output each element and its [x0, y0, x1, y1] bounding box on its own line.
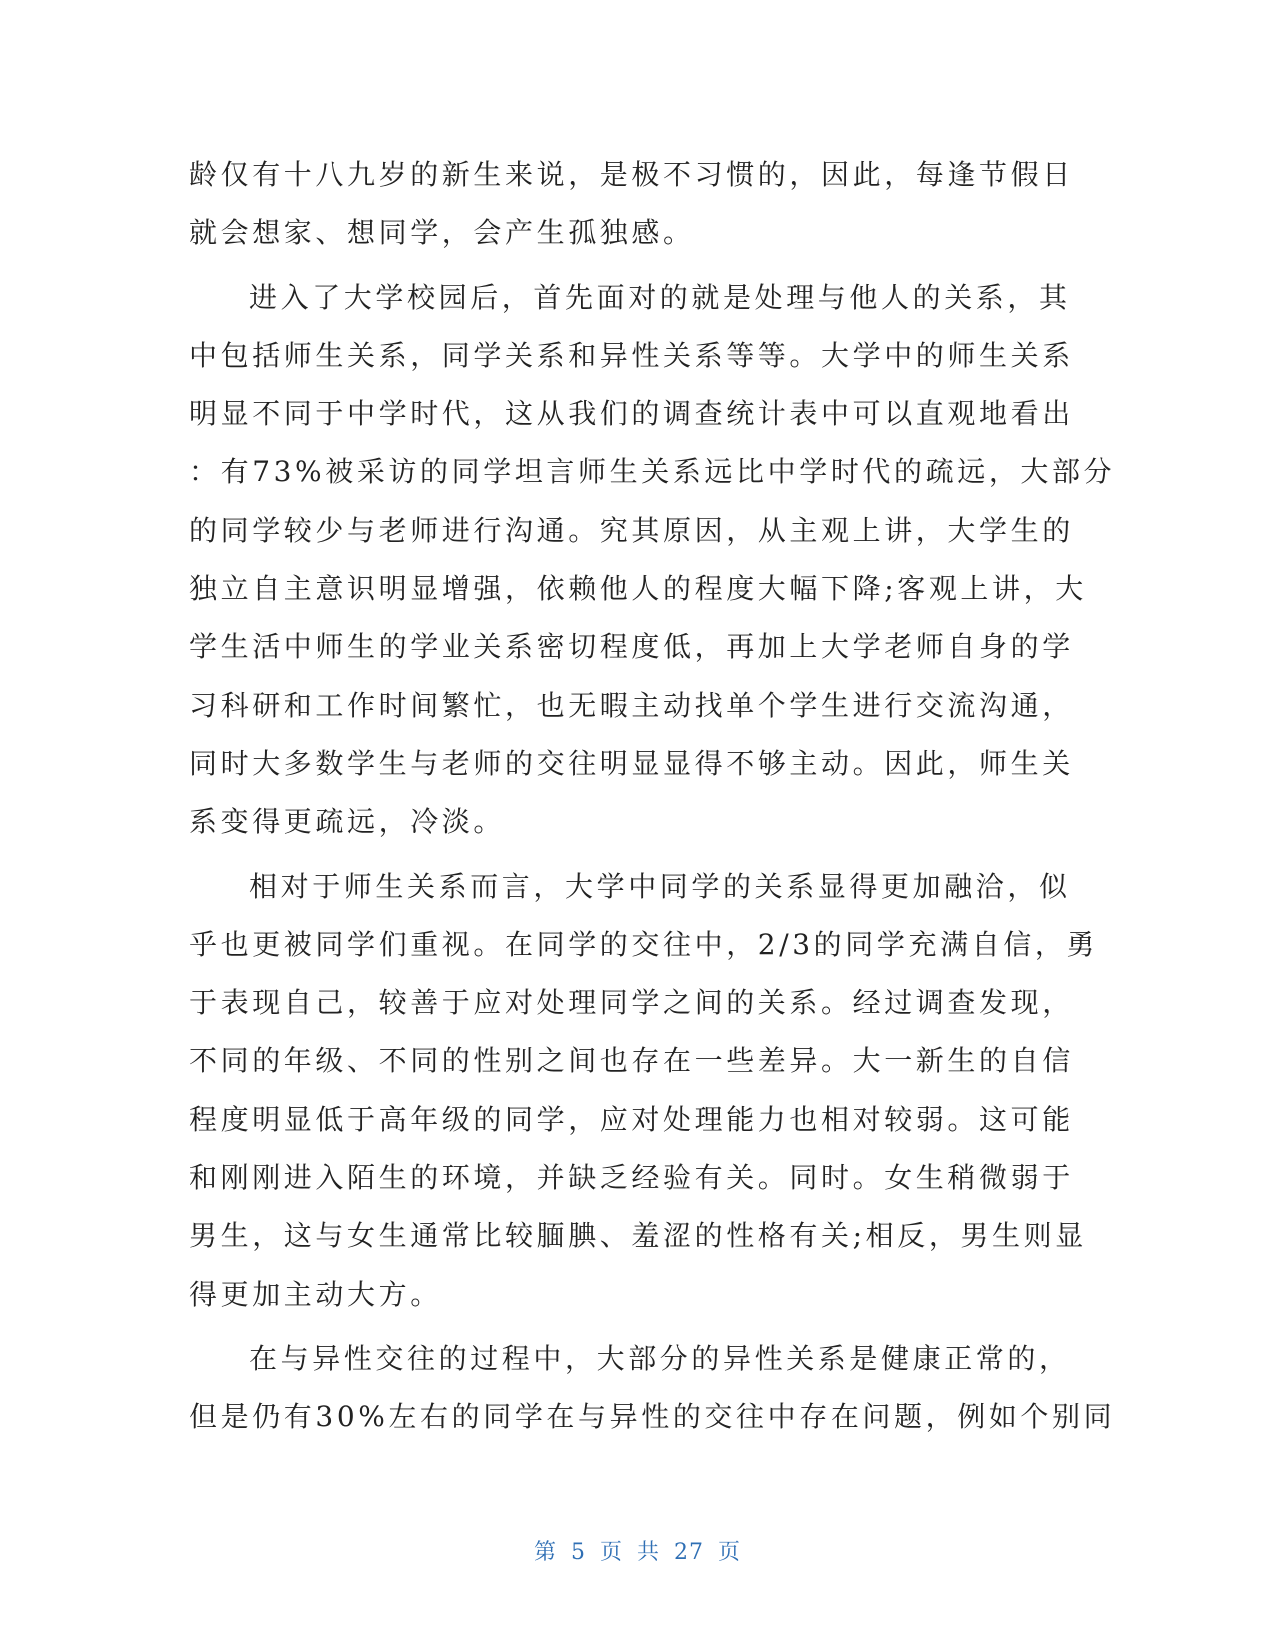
- text-line: 得更加主动大方。: [189, 1277, 442, 1311]
- text-line: 相对于师生关系而言，大学中同学的关系显得更加融洽，似: [249, 869, 1071, 903]
- text-line: 和刚刚进入陌生的环境，并缺乏经验有关。同时。女生稍微弱于: [189, 1161, 1074, 1195]
- text-line: 程度明显低于高年级的同学，应对处理能力也相对较弱。这可能: [189, 1102, 1074, 1136]
- text-line: 独立自主意识明显增强，依赖他人的程度大幅下降;客观上讲，大: [189, 572, 1087, 606]
- text-line: 于表现自己，较善于应对处理同学之间的关系。经过调查发现，: [189, 986, 1074, 1020]
- paragraph-3: [189, 858, 1099, 1324]
- text-line: 同时大多数学生与老师的交往明显显得不够主动。因此，师生关: [189, 746, 1074, 780]
- paragraph-4: [189, 1330, 1116, 1447]
- text-line: 的同学较少与老师进行沟通。究其原因，从主观上讲，大学生的: [189, 513, 1074, 547]
- text-line: 不同的年级、不同的性别之间也存在一些差异。大一新生的自信: [189, 1044, 1074, 1078]
- text-line: 学生活中师生的学业关系密切程度低，再加上大学老师自身的学: [189, 630, 1074, 664]
- text-line: 在与异性交往的过程中，大部分的异性关系是健康正常的，: [249, 1341, 1071, 1375]
- text-line: 中包括师生关系，同学关系和异性关系等等。大学中的师生关系: [189, 338, 1074, 372]
- text-line: 乎也更被同学们重视。在同学的交往中，2/3的同学充满自信，勇: [189, 927, 1099, 961]
- text-line: 男生，这与女生通常比较腼腆、羞涩的性格有关;相反，男生则显: [189, 1219, 1087, 1253]
- page-number-footer: 第 5 页 共 27 页: [534, 1540, 741, 1565]
- text-line: 习科研和工作时间繁忙，也无暇主动找单个学生进行交流沟通，: [189, 688, 1074, 722]
- text-line: ：有73%被采访的同学坦言师生关系远比中学时代的疏远，大部分: [189, 455, 1116, 489]
- text-line: 系变得更疏远，冷淡。: [189, 805, 506, 839]
- text-line: 但是仍有30%左右的同学在与异性的交往中存在问题，例如个别同: [189, 1400, 1116, 1434]
- text-line: 龄仅有十八九岁的新生来说，是极不习惯的，因此，每逢节假日: [189, 158, 1074, 191]
- text-line: 就会想家、想同学，会产生孤独感。: [189, 216, 695, 250]
- document-body: [189, 146, 1116, 1453]
- text-line: 进入了大学校园后，首先面对的就是处理与他人的关系，其: [249, 280, 1071, 314]
- paragraph-2: [189, 269, 1116, 852]
- text-line: 明显不同于中学时代，这从我们的调查统计表中可以直观地看出: [189, 397, 1074, 431]
- paragraph-1: [189, 146, 1089, 263]
